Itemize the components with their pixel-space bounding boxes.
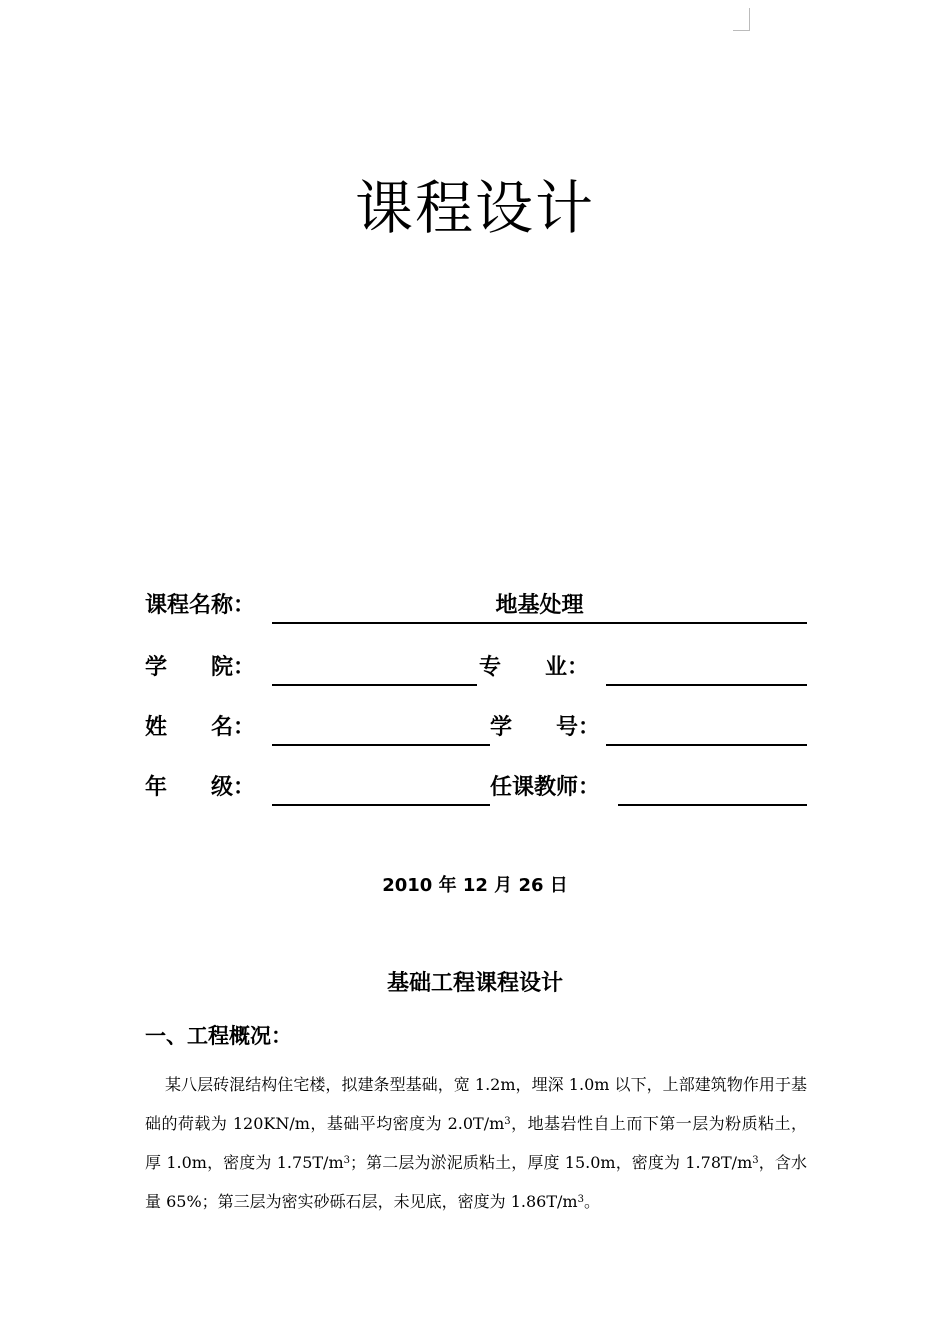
grade-field[interactable] xyxy=(272,770,490,806)
unit-exponent: 3 xyxy=(504,1116,511,1127)
course-name-label: 课程名称： xyxy=(145,593,256,618)
page-title: 课程设计 xyxy=(354,174,595,242)
name-field[interactable] xyxy=(272,710,490,746)
unit-exponent: 3 xyxy=(343,1155,350,1166)
teacher-field[interactable] xyxy=(618,770,807,806)
unit-exponent: 3 xyxy=(752,1155,759,1166)
grade-teacher-row xyxy=(145,770,807,806)
paragraph-part-4: ，含水量 65%；第三层为密实砂砾石层，未见底，密度为 1.86T/m xyxy=(145,1153,807,1211)
grade-label: 年 级： xyxy=(145,775,256,800)
paragraph-part-5: 。 xyxy=(583,1192,600,1211)
teacher-label: 任课教师： xyxy=(490,775,601,800)
course-name-row xyxy=(145,588,807,624)
paragraph-part-3: ；第二层为淤泥质粘土，厚度 15.0m，密度为 1.78T/m xyxy=(350,1153,753,1172)
project-overview-paragraph xyxy=(145,1066,807,1220)
major-field[interactable] xyxy=(606,650,807,686)
paragraph-part-1: 某八层砖混结构住宅楼，拟建条型基础，宽 1.2m，埋深 1.0m 以下，上部建筑物作用于基础的荷载为 120KN/m，基础平均密度为 2.0T/m xyxy=(145,1075,807,1133)
college-field[interactable] xyxy=(272,650,477,686)
course-name-value: 地基处理 xyxy=(495,593,584,618)
college-major-row xyxy=(145,650,807,686)
course-name-field[interactable] xyxy=(272,588,807,624)
cover-date: 2010 年 12 月 26 日 xyxy=(382,875,568,896)
student-id-field[interactable] xyxy=(606,710,807,746)
name-id-row xyxy=(145,710,807,746)
college-label: 学 院： xyxy=(145,655,256,680)
content-subtitle: 基础工程课程设计 xyxy=(386,971,563,996)
major-label: 专 业： xyxy=(479,655,590,680)
section-heading: 一、工程概况： xyxy=(145,1024,292,1048)
name-label: 姓 名： xyxy=(145,715,256,740)
page-corner-mark xyxy=(733,8,750,31)
paragraph-part-2: ，地基岩性自上而下第一层为粉质粘土，厚 1.0m，密度为 1.75T/m xyxy=(145,1114,807,1172)
unit-exponent: 3 xyxy=(577,1194,584,1205)
student-id-label: 学 号： xyxy=(490,715,601,740)
